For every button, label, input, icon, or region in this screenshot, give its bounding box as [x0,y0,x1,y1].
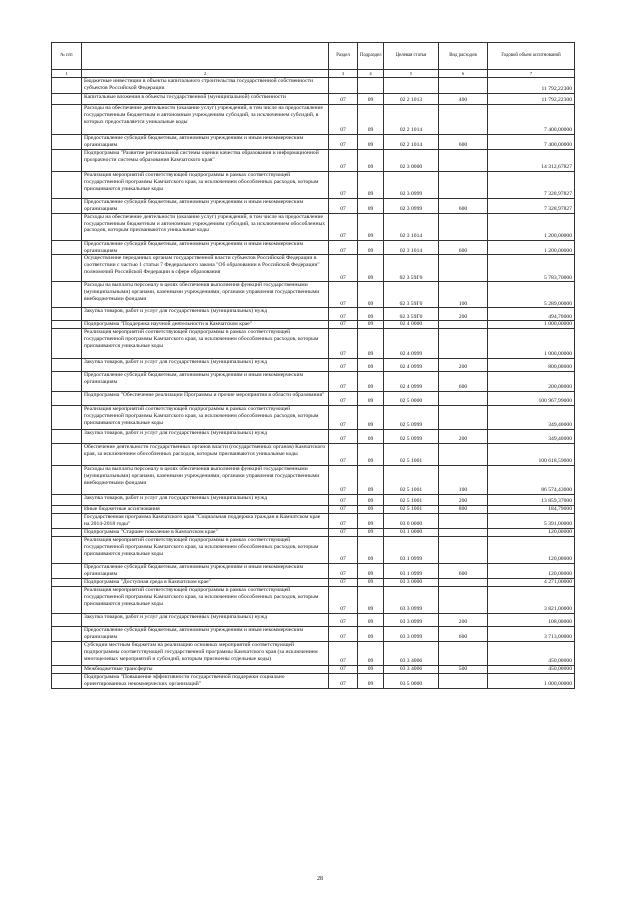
row-amount-cell: 1 000,00000 [488,329,575,359]
table-row [52,613,575,626]
row-name-cell: Подпрограмма "Доступная среда в Камчатском крае" [82,578,329,586]
row-section-cell: 07 [329,392,358,406]
row-target-cell: 02 3 0999 [384,198,439,213]
row-subsection-cell: 09 [358,613,384,626]
row-target-cell: 03 3 0999 [384,586,439,613]
row-index-cell [52,665,82,673]
row-amount-cell: 7 400,00000 [488,135,575,150]
row-amount-cell: 108,00000 [488,613,575,626]
row-section-cell: 07 [329,466,358,495]
table-row [52,135,575,150]
row-target-cell: 03 3 0000 [384,578,439,586]
row-amount-cell: 349,40000 [488,430,575,444]
row-subsection-cell: 09 [358,673,384,688]
row-target-cell: 02 3 59Г0 [384,308,439,321]
row-subsection-cell: 09 [358,626,384,641]
row-subsection-cell: 09 [358,94,384,105]
row-amount-cell: 1 200,00000 [488,240,575,255]
row-target-cell: 02 3 1014 [384,213,439,240]
row-subsection-cell: 09 [358,372,384,392]
row-type-cell: 600 [439,240,488,255]
row-amount-cell: 3 821,00000 [488,586,575,613]
row-index-cell [52,466,82,495]
row-section-cell: 07 [329,641,358,665]
table-row [52,372,575,392]
table-row [52,149,575,171]
row-name-cell: Расходы на выплаты персоналу в целях обеспечения выполнения функций государственными (муниципальными) органами, казенными учреждениями, органами управления государственными внебюджетными фондами [82,466,329,495]
row-type-cell [439,105,488,135]
row-subsection-cell: 09 [358,308,384,321]
row-section-cell: 07 [329,586,358,613]
row-target-cell: 02 4 0999 [384,329,439,359]
row-amount-cell: 349,40000 [488,406,575,430]
row-type-cell [439,586,488,613]
table-row [52,506,575,514]
row-section-cell: 07 [329,359,358,372]
row-subsection-cell: 09 [358,578,384,586]
row-subsection-cell: 09 [358,213,384,240]
row-section-cell: 07 [329,282,358,308]
column-number: 7 [488,70,575,78]
table-row [52,586,575,613]
row-amount-cell: 5 289,00000 [488,282,575,308]
row-section-cell: 07 [329,329,358,359]
header-expense-type: Вид расходов [439,43,488,70]
table-row [52,94,575,105]
row-name-cell: Подпрограмма "Поддержка научной деятельности в Камчатском крае" [82,321,329,329]
row-subsection-cell: 09 [358,329,384,359]
row-name-cell: Предоставление субсидий бюджетным, автономным учреждениям и иным некоммерческим организациям [82,135,329,150]
row-index-cell [52,329,82,359]
row-amount-cell: 7 328,97827 [488,198,575,213]
row-index-cell [52,105,82,135]
row-type-cell [439,149,488,171]
row-subsection-cell: 09 [358,406,384,430]
row-target-cell: 03 1 0999 [384,537,439,564]
row-subsection-cell [358,78,384,94]
row-subsection-cell: 09 [358,359,384,372]
table-body [52,78,575,689]
row-section-cell: 07 [329,255,358,282]
row-target-cell: 02 5 1001 [384,506,439,514]
row-target-cell: 02 3 59Г0 [384,255,439,282]
row-index-cell [52,198,82,213]
row-type-cell [439,392,488,406]
row-section-cell: 07 [329,198,358,213]
row-subsection-cell: 09 [358,255,384,282]
row-section-cell: 07 [329,613,358,626]
row-target-cell: 02 4 0000 [384,321,439,329]
row-index-cell [52,430,82,444]
table-row [52,495,575,506]
row-target-cell: 03 1 0999 [384,564,439,579]
column-number: 6 [439,70,488,78]
row-target-cell: 03 0 0000 [384,514,439,529]
row-name-cell: Обеспечение деятельности государственных органов власти (государственных органов) Камчатского края, за исключением обособленных расходов, которым присваиваются уникальные коды [82,444,329,466]
row-type-cell: 800 [439,506,488,514]
row-type-cell [439,213,488,240]
row-type-cell [439,529,488,537]
row-amount-cell: 7 400,00000 [488,105,575,135]
row-amount-cell: 120,00000 [488,529,575,537]
column-number: 2 [82,70,329,78]
row-index-cell [52,94,82,105]
column-number: 3 [329,70,358,78]
row-type-cell [439,578,488,586]
row-amount-cell: 120,00000 [488,564,575,579]
row-amount-cell: 450,00000 [488,641,575,665]
row-section-cell: 07 [329,406,358,430]
row-name-cell: Капитальные вложения в объекты государственной (муниципальной) собственности [82,94,329,105]
row-type-cell [439,78,488,94]
row-subsection-cell: 09 [358,444,384,466]
row-name-cell: Подпрограмма "Обеспечение реализации Программы и прочие мероприятия в области образования" [82,392,329,406]
row-name-cell: Осуществление переданных органам государственной власти субъектов Российской Федерации в соответствии с частью 1 статьи 7 Федерального закона "Об образовании в Российской Федерации" полномочий Российской Федерации в сфере образования [82,255,329,282]
table-row [52,308,575,321]
row-index-cell [52,529,82,537]
row-section-cell: 07 [329,213,358,240]
row-subsection-cell: 09 [358,392,384,406]
row-amount-cell: 1 000,00000 [488,321,575,329]
row-type-cell: 600 [439,135,488,150]
row-type-cell: 600 [439,372,488,392]
row-subsection-cell: 09 [358,149,384,171]
table-row [52,665,575,673]
row-subsection-cell: 09 [358,514,384,529]
row-target-cell: 02 5 0999 [384,430,439,444]
row-name-cell: Закупка товаров, работ и услуг для государственных (муниципальных) нужд [82,359,329,372]
table-row [52,564,575,579]
row-target-cell: 03 3 0999 [384,626,439,641]
row-amount-cell: 7 328,97827 [488,171,575,198]
row-type-cell [439,537,488,564]
row-index-cell [52,586,82,613]
row-name-cell: Предоставление субсидий бюджетным, автономным учреждениям и иным некоммерческим организациям [82,240,329,255]
row-index-cell [52,282,82,308]
row-target-cell: 03 1 0000 [384,529,439,537]
row-type-cell [439,171,488,198]
row-name-cell: Государственная программа Камчатского края "Социальная поддержка граждан в Камчатском крае на 2014-2018 годы" [82,514,329,529]
row-index-cell [52,495,82,506]
table-row [52,537,575,564]
row-section-cell: 07 [329,537,358,564]
row-target-cell: 03 5 0000 [384,673,439,688]
row-index-cell [52,641,82,665]
row-section-cell: 07 [329,514,358,529]
row-section-cell: 07 [329,372,358,392]
row-type-cell [439,406,488,430]
row-name-cell: Бюджетные инвестиции в объекты капитального строительства государственной собственности субъектов Российской Федерации [82,78,329,94]
row-name-cell: Реализация мероприятий соответствующей подпрограммы в рамках соответствующей государственной программы Камчатского края, за исключением обособленных расходов, которым присваиваются уникальные коды [82,537,329,564]
row-type-cell: 600 [439,626,488,641]
table-row [52,255,575,282]
table-row [52,198,575,213]
row-type-cell: 200 [439,308,488,321]
row-amount-cell: 4 271,00000 [488,578,575,586]
row-type-cell: 400 [439,94,488,105]
row-target-cell: 02 3 0000 [384,149,439,171]
header-index: № п/п [52,43,82,70]
header-section: Раздел [329,43,358,70]
row-index-cell [52,673,82,688]
row-type-cell: 100 [439,466,488,495]
row-amount-cell: 11 792,22300 [488,78,575,94]
row-name-cell: Реализация мероприятий соответствующей подпрограммы в рамках соответствующей государственной программы Камчатского края, за исключением обособленных расходов, которым присваиваются уникальные коды [82,406,329,430]
table-row [52,444,575,466]
table-row [52,578,575,586]
table-row [52,240,575,255]
row-index-cell [52,578,82,586]
row-name-cell: Реализация мероприятий соответствующей подпрограммы в рамках соответствующей государственной программы Камчатского края, за исключением обособленных расходов, которым присваиваются уникальные коды [82,171,329,198]
row-section-cell: 07 [329,578,358,586]
row-name-cell: Закупка товаров, работ и услуг для государственных (муниципальных) нужд [82,495,329,506]
row-amount-cell: 13 859,37000 [488,495,575,506]
row-section-cell: 07 [329,495,358,506]
row-name-cell: Подпрограмма "Старшее поколение в Камчатском крае" [82,529,329,537]
row-name-cell: Расходы на выплаты персоналу в целях обеспечения выполнения функций государственными (муниципальными) органами, казенными учреждениями, органами управления государственными внебюджетными фондами [82,282,329,308]
budget-table [51,42,575,689]
row-index-cell [52,564,82,579]
row-type-cell: 200 [439,495,488,506]
row-subsection-cell: 09 [358,641,384,665]
row-index-cell [52,514,82,529]
table-row [52,321,575,329]
row-name-cell: Межбюджетные трансферты [82,665,329,673]
row-type-cell [439,673,488,688]
row-name-cell: Реализация мероприятий соответствующей подпрограммы в рамках соответствующей государственной программы Камчатского края, за исключением обособленных расходов, которым присваиваются уникальные коды [82,329,329,359]
row-target-cell [384,78,439,94]
row-amount-cell: 11 792,22300 [488,94,575,105]
header-name [82,43,329,70]
row-index-cell [52,255,82,282]
row-amount-cell: 1 000,00000 [488,673,575,688]
row-target-cell: 02 5 1001 [384,466,439,495]
table-row [52,673,575,688]
row-type-cell [439,329,488,359]
row-subsection-cell: 09 [358,466,384,495]
row-target-cell: 03 3 4006 [384,665,439,673]
row-type-cell: 600 [439,198,488,213]
table-row [52,105,575,135]
row-type-cell: 100 [439,282,488,308]
row-target-cell: 02 3 59Г0 [384,282,439,308]
row-subsection-cell: 09 [358,321,384,329]
table-row [52,329,575,359]
row-index-cell [52,359,82,372]
row-section-cell: 07 [329,171,358,198]
row-target-cell: 03 3 0999 [384,613,439,626]
row-section-cell: 07 [329,149,358,171]
table-row [52,641,575,665]
row-amount-cell: 450,00000 [488,665,575,673]
row-section-cell: 07 [329,105,358,135]
header-annual-amount: Годовой объем ассигнований [488,43,575,70]
row-index-cell [52,372,82,392]
table-row [52,466,575,495]
row-amount-cell: 14 312,67827 [488,149,575,171]
row-name-cell: Закупка товаров, работ и услуг для государственных (муниципальных) нужд [82,430,329,444]
row-type-cell: 200 [439,430,488,444]
row-section-cell: 07 [329,135,358,150]
row-name-cell: Предоставление субсидий бюджетным, автономным учреждениям и иным некоммерческим организациям [82,626,329,641]
row-name-cell: Предоставление субсидий бюджетным, автономным учреждениям и иным некоммерческим организациям [82,198,329,213]
table-row [52,213,575,240]
row-amount-cell: 3 713,00000 [488,626,575,641]
row-target-cell: 02 2 1014 [384,135,439,150]
row-amount-cell: 5 783,70000 [488,255,575,282]
row-type-cell: 200 [439,613,488,626]
table-row [52,406,575,430]
row-target-cell: 02 5 0000 [384,392,439,406]
column-number: 1 [52,70,82,78]
column-number-row [52,70,575,78]
row-type-cell: 600 [439,564,488,579]
page-number: 28 [317,876,323,882]
row-index-cell [52,613,82,626]
row-subsection-cell: 09 [358,506,384,514]
row-section-cell: 07 [329,506,358,514]
row-index-cell [52,149,82,171]
row-index-cell [52,171,82,198]
table-row [52,514,575,529]
row-target-cell: 02 3 1014 [384,240,439,255]
row-amount-cell: 1 200,00000 [488,213,575,240]
row-index-cell [52,406,82,430]
row-section-cell [329,78,358,94]
row-subsection-cell: 09 [358,586,384,613]
row-section-cell: 07 [329,94,358,105]
row-target-cell: 02 5 1001 [384,444,439,466]
row-index-cell [52,392,82,406]
table-header-row [52,43,575,70]
row-type-cell [439,321,488,329]
row-name-cell: Предоставление субсидий бюджетным, автономным учреждениям и иным некоммерческим организациям [82,372,329,392]
row-amount-cell: 86 574,43000 [488,466,575,495]
row-target-cell: 02 3 0999 [384,171,439,198]
row-section-cell: 07 [329,308,358,321]
row-amount-cell: 200,00000 [488,372,575,392]
row-section-cell: 07 [329,665,358,673]
table-row [52,430,575,444]
row-subsection-cell: 09 [358,198,384,213]
row-name-cell: Подпрограмма "Повышение эффективности государственной поддержки социально ориентированных некоммерческих организаций" [82,673,329,688]
row-amount-cell: 494,70000 [488,308,575,321]
row-subsection-cell: 09 [358,240,384,255]
row-subsection-cell: 09 [358,430,384,444]
row-type-cell: 200 [439,359,488,372]
row-section-cell: 07 [329,321,358,329]
row-subsection-cell: 09 [358,537,384,564]
row-name-cell: Расходы на обеспечение деятельности (оказание услуг) учреждений, в том числе на предоставление государственным бюджетным и автономным учреждениям субсидий, за исключением обособленных расходов, которым присваиваются уникальные коды [82,213,329,240]
row-index-cell [52,213,82,240]
row-subsection-cell: 09 [358,665,384,673]
table-row [52,78,575,94]
table-row [52,282,575,308]
row-name-cell: Расходы на обеспечение деятельности (оказание услуг) учреждений, в том числе на предоставление государственным бюджетным и автономным учреждениям субсидий, за исключением субсидий, в которых предоставляется уникальные коды [82,105,329,135]
row-index-cell [52,626,82,641]
row-name-cell: Подпрограмма "Развитие региональной системы оценки качества образования и информационной прозрачности системы образования Камчатского края" [82,149,329,171]
row-subsection-cell: 09 [358,282,384,308]
table-row [52,392,575,406]
row-section-cell: 07 [329,673,358,688]
header-target-article: Целевая статья [384,43,439,70]
row-amount-cell: 184,79000 [488,506,575,514]
header-subsection: Подраздел [358,43,384,70]
row-type-cell [439,255,488,282]
row-subsection-cell: 09 [358,105,384,135]
row-subsection-cell: 09 [358,135,384,150]
row-target-cell: 02 5 1001 [384,495,439,506]
row-subsection-cell: 09 [358,564,384,579]
row-amount-cell: 100 618,59000 [488,444,575,466]
row-section-cell: 07 [329,444,358,466]
row-target-cell: 03 3 4006 [384,641,439,665]
row-subsection-cell: 09 [358,171,384,198]
row-name-cell: Закупка товаров, работ и услуг для государственных (муниципальных) нужд [82,308,329,321]
row-section-cell: 07 [329,529,358,537]
column-number: 5 [384,70,439,78]
row-section-cell: 07 [329,564,358,579]
row-section-cell: 07 [329,240,358,255]
row-index-cell [52,308,82,321]
row-amount-cell: 800,00000 [488,359,575,372]
row-name-cell: Субсидии местным бюджетам на реализацию основных мероприятий соответствующей подпрограммы соответствующей государственной программы Камчатского края (за исключением многоцелевых мероприятий и субсидий, которым присвоены отдельные коды) [82,641,329,665]
row-target-cell: 02 5 0999 [384,406,439,430]
row-target-cell: 02 2 1013 [384,94,439,105]
row-type-cell: 500 [439,665,488,673]
row-target-cell: 02 4 0999 [384,372,439,392]
row-name-cell: Предоставление субсидий бюджетным, автономным учреждениям и иным некоммерческим организациям [82,564,329,579]
row-type-cell [439,641,488,665]
row-target-cell: 02 4 0999 [384,359,439,372]
row-target-cell: 02 2 1014 [384,105,439,135]
row-index-cell [52,444,82,466]
table-row [52,626,575,641]
column-number: 4 [358,70,384,78]
table-row [52,529,575,537]
row-type-cell [439,514,488,529]
row-name-cell: Закупка товаров, работ и услуг для государственных (муниципальных) нужд [82,613,329,626]
row-index-cell [52,240,82,255]
row-subsection-cell: 09 [358,529,384,537]
row-index-cell [52,78,82,94]
row-amount-cell: 5 391,00000 [488,514,575,529]
row-type-cell [439,444,488,466]
row-name-cell: Реализация мероприятий соответствующей подпрограммы в рамках соответствующей государственной программы Камчатского края, за исключением обособленных расходов, которым присваиваются уникальные коды [82,586,329,613]
row-amount-cell: 120,00000 [488,537,575,564]
row-section-cell: 07 [329,430,358,444]
row-index-cell [52,537,82,564]
row-index-cell [52,506,82,514]
row-amount-cell: 100 967,99000 [488,392,575,406]
table-row [52,171,575,198]
row-subsection-cell: 09 [358,495,384,506]
table-row [52,359,575,372]
row-index-cell [52,321,82,329]
row-section-cell: 07 [329,626,358,641]
row-index-cell [52,135,82,150]
row-name-cell: Иные бюджетные ассигнования [82,506,329,514]
